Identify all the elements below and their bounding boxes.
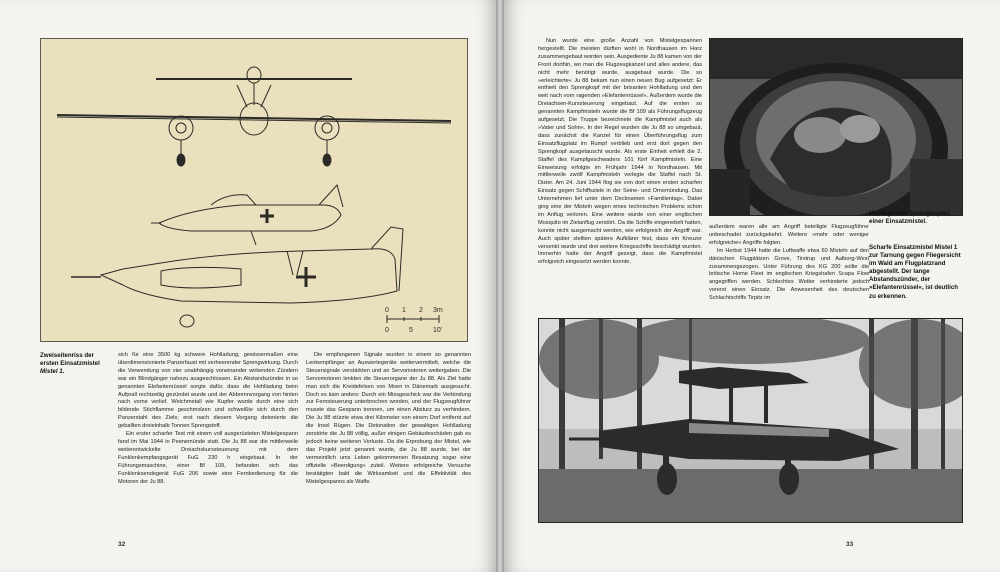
caption-name: Mistel 1. (40, 368, 65, 376)
left-page (0, 0, 496, 572)
bomber-left-engine (169, 116, 193, 140)
text-column-right-2 (709, 224, 869, 303)
text-column-left-2 (306, 352, 471, 486)
paragraph: Nun wurde eine große Anzahl von Mistelgespannen hergestellt. Die meisten dürften wohl in Nordhausen im Harz zusammengebaut worden sein. Ausgediente Ju 88 kamen von der Front dorthin, wo man die Flugzeugkanzel und alles andere, das nicht mehr benötigt wurde, ausgebaut wurde. Die so »erleichterte« Ju 88 bekam nun einen neuen Bug aufgesetzt: Er enthielt den Sprengkopf mit der brisanten Hohlladung und den weit nach vorn ragenden »Elefantenrüssel«. Außerdem wurde die Dreiachsen-Kurssteuerung eingebaut. Auf die ersten so genannten Kampfmisteln wurde die Bf 109 als Führungsflugzeug aufgesetzt. Die Truppe bezeichnete die Kampfmistel auch als »Vater und Sohn«. In der Regel wurden die Ju 88 so umgebaut, dass zunächst die Kanzel für einen Überführungsflug zum Einsatzflugplatz im Rumpf verblieb und erst dort gegen den Sprengkopf ausgetauscht wurde. Als erste Einheit erhielt die 2. Staffel des Kampfgeschwaders 101 fünf Kampfmisteln. Eine Einweisung erfolgte im Frühjahr 1944 in Nordhausen. Mit mittlerweile zwölf Kampfmisteln verlegte die Staffel nach St. Dizier. Am 24. Juni 1944 flog sie von dort einen ersten scharfen Einsatz gegen Schiffsziele in der Seine- und Ornemündung. Das Unternehmen lief unter dem Decknamen »Familientag«. Dabei ging eine der Misteln wegen eines technischen Problems schon im Anflug verloren. Eine weitere wurde von einer englischen Mosquito im Zielanflug zerstört. Da die Schiffe eingenebelt hatten, konnte nicht ausgemacht werden, wie erfolgreich der Angriff war. Auch später stellten spätere Aufklärer fest, dass ein Kreuzer versenkt wurde und drei weitere Kriegsschiffe beschädigt wurden. Immerhin hatte der Angriff gezeigt, dass die Kampfmistel erfolgreich eingesetzt werden konnte, (538, 38, 702, 266)
tail-wheel (180, 315, 194, 327)
fighter-side-view (151, 185, 343, 245)
book-gutter (496, 0, 504, 572)
drawing-caption (40, 352, 114, 376)
text-column-right-1 (538, 38, 702, 267)
page-number-right: 33 (846, 541, 854, 548)
fighter-front-fuselage (247, 67, 261, 83)
caption-title: Zweiseitenriss der ersten Einsatzmistel (40, 352, 100, 368)
paragraph: außerdem waren alle am Angriff beteiligte Flugzeugführer unbeschadet zurückgekehrt. Weitere »mehr oder weniger erfolgreiche« Angriffe folgten. (709, 224, 869, 246)
scale-ft-0: 0 (385, 327, 389, 334)
bomber-side-view (71, 227, 403, 303)
caption-top-photo: Montage des Sprengkopfes einer Einsatzmistel. (869, 210, 950, 226)
scale-ft-5: 5 (409, 327, 413, 334)
text-column-left-1 (118, 352, 298, 486)
paragraph: Ein erster scharfer Test mit einem voll ausgerüsteten Mistelgespann fand im Mai 1944 in Peenemünde statt. Die Ju 88 war die mittlerweile weiterentwickelte Dreiachskurssteuerung mit dem Funklenkempfangsgerät FuG 230 h eingebaut. In der Führungsmaschine, einer Bf 109, befanden sich das Funklenksendegerät FuG 206 sowie eine Fernbedienung für die Motoren der Ju 88. (118, 431, 298, 485)
scale-m-0: 0 (385, 307, 389, 314)
paragraph: Im Herbst 1944 hatte die Luftwaffe etwa 60 Misteln auf den dänischen Flugplätzen Grove, Tirstrup und Aalborg-West zusammengezogen. Unter Führung des KG 200 sollte die britische Home Fleet im englischen Kriegshafen Scapa Flow angegriffen werden. Schlechtes Wetter verhinderte jedoch vorerst einen Einsatz. Die Anwesenheit des deutschen Schlachtschiffs Tirpitz im (709, 247, 869, 302)
scale-m-1: 1 (402, 307, 406, 314)
paragraph: Die empfangenen Signale wurden in einem so genannten Lenkempfänger an Auswertegeräte weitervermittelt, welche die Steuersignale verstärkten und an Servomotoren weitergaben. Die Servomotoren lenkten die Steuerorgane der Ju 88. Als Ziel hatte man sich die Kreidefelsen von Moen in Dänemark ausgesucht. Doch es kam anders: Durch ein Missgeschick war die Verbindung zur Fernsteuerung unterbrochen worden, und der Flugzeugführer musste das Gespann trennen, um einen Absturz zu verhindern. Die Ju 88 stürzte etwa drei Kilometer von einem Dorf entfernt auf die Insel Rügen. Die Detonation der gewaltigen Hohlladung zerstörte die Ju 88 völlig, außer einigen Gebäudeschäden gab es jedoch keine weiteren Verluste. Da die Erprobung der Mistel, wie das Projekt jetzt genannt wurde, die Ju 88 wurde, bei der vermeintlich ums Leben gekommenen Besatzung sogar eine offizielle »Beerdigung« zuteil. Weitere erfolgreiche Versuche bestätigten bald die Wirksamkeit und die Effektivität des Mistelgespanns als Waffe. (306, 352, 471, 485)
scale-m-2: 2 (419, 307, 423, 314)
warhead-installation-photo (709, 38, 963, 216)
mistel-two-view-drawing (41, 39, 467, 341)
aircraft-technical-drawing (40, 38, 468, 342)
scale-bar (387, 315, 439, 323)
right-page (504, 0, 1000, 572)
page-number-left: 32 (118, 541, 126, 548)
paragraph: sich für eine 3500 kg schwere Hohlladung, gewissermaßen eine überdimensionierte Panzerfaust mit verheerender Sprengwirkung. Durch die Verwendung von vier unabhängig voneinander wirkenden Zündern war ein Blindgänger nahezu ausgeschlossen. Ein Abstandszünder in so genannten Elefantenrüssel sorgte dafür, dass die Hohlladung beim Aufprall rechtzeitig gezündet wurde und der Abbrennvorgang von hinten nach vorne verlief. Weichmetall wie Kupfer wurde durch eine sich bildende Stichflamme geschmolzen und schweißte sich durch den Panzerstahl des Ziels; erst nach diesem Vorgang detonierte die geballten dreieinhalb Tonnen Sprengstoff. (118, 352, 298, 430)
scale-ft-10: 10' (433, 327, 443, 334)
caption-bottom-photo: Scharfe Einsatzmistel Mistel 1 zur Tarnung gegen Fliegersicht im Wald am Flugplatzrand abgestellt. Der lange Abstandszünder, der »Elefantenrüssel«, ist deutlich zu erkennen. (869, 244, 961, 300)
mistel-forest-photo (538, 318, 963, 523)
scale-m-3: 3m (433, 307, 443, 314)
